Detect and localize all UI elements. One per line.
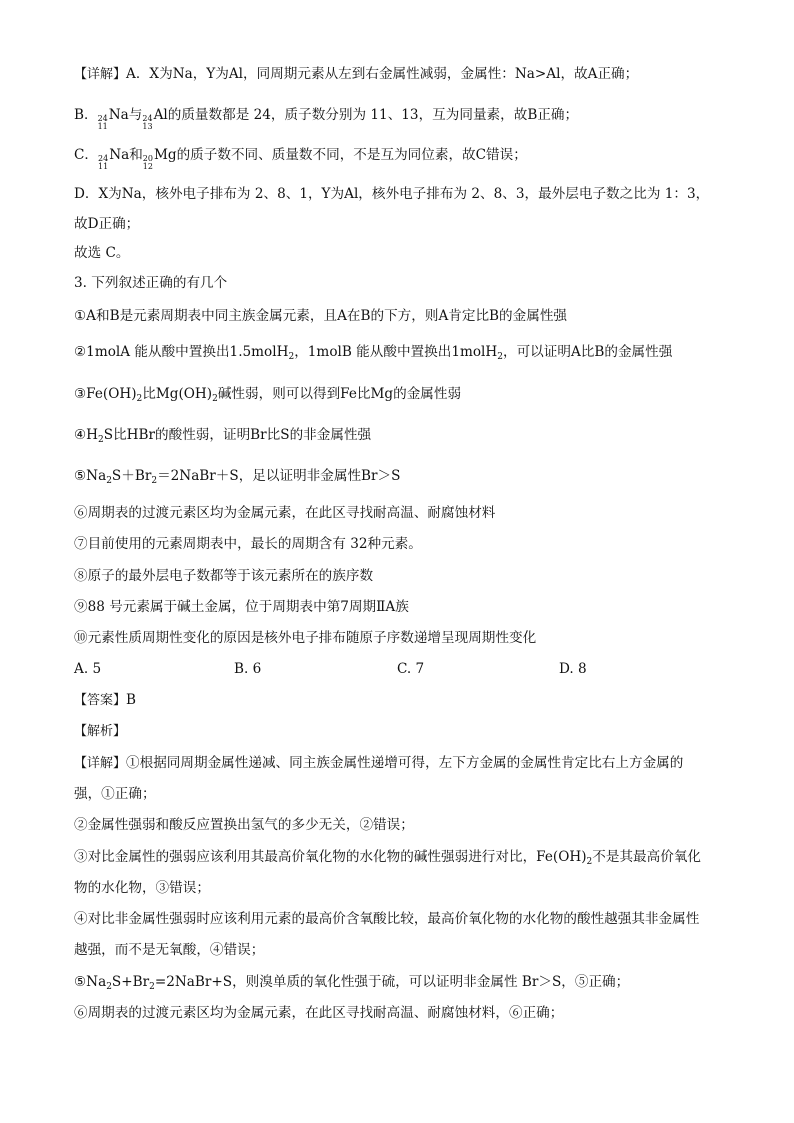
statement-3: $③Fe(OH)_2$比$Mg(OH)_2$碱性弱，则可以得到Fe比Mg的金属性弱 [74, 386, 462, 404]
detail-line-3: ②金属性强弱和酸反应置换出氢气的多少无关，②错误； [74, 817, 414, 833]
detail-line-6: ④对比非金属性强弱时应该利用元素的最高价含氧酸比较，最高价氧化物的水化物的酸性越强其非金属性 [74, 911, 700, 927]
statement-4: $④H_2S$比HBr的酸性弱，证明Br比S的非金属性强 [74, 427, 372, 445]
nuclide-mg20: 20 12 Mg [142, 147, 177, 171]
statement-6: ⑥周期表的过渡元素区均为金属元素，在此区寻找耐高温、耐腐蚀材料 [74, 505, 496, 521]
explanation-line-c: C． 24 11 Na和 20 12 Mg的质子数不同、质量数不同，不是互为同位素，故C错误； [74, 147, 527, 171]
statement-7: ⑦目前使用的元素周期表中，最长的周期含有 32种元素。 [74, 536, 422, 552]
option-b: B. 6 [234, 661, 262, 677]
explanation-label: 【详解】 [74, 67, 127, 82]
explanation-line-d: D．X为Na，核外电子排布为 2、8、1，Y为Al，核外电子排布为 2、8、3，最外层电子数之比为 1：3， [74, 186, 710, 202]
explanation-line-d-cont: 故D正确； [74, 216, 140, 232]
option-c: C. 7 [397, 661, 425, 677]
detail-line-8: $⑤Na_2S+Br_2=2NaBr+S$，则溴单质的氧化性强于硫，可以证明非金属性 Br＞S，⑤正确； [74, 974, 630, 992]
statement-2: ②1molA 能从酸中置换出1.5molH$_2$，1molB 能从酸中置换出1molH$_2$，可以证明A比B的金属性强 [74, 344, 673, 362]
analysis-heading: 【解析】 [74, 724, 127, 739]
option-d: D. 8 [559, 661, 587, 677]
nuclide-na24: 24 11 Na [98, 147, 130, 171]
statement-10: ⑩元素性质周期性变化的原因是核外电子排布随原子序数递增呈现周期性变化 [74, 630, 537, 646]
detail-line-2: 强，①正确； [74, 786, 156, 802]
answer-value: B [126, 692, 137, 708]
explanation-label: 【详解】 [74, 756, 127, 771]
answer-line [74, 690, 136, 711]
answer-label: 【答案】 [74, 693, 127, 708]
detail-line-1: 【详解】①根据同周期金属性递减、同主族金属性递增可得，左下方金属的金属性肯定比右上方金属的 [74, 755, 684, 771]
nuclide-na24: 24 11 Na [97, 107, 129, 131]
detail-line-4: ③对比金属性的强弱应该利用其最高价氧化物的水化物的碱性强弱进行对比，$Fe(OH)_2$不是其最高价氧化 [74, 849, 702, 867]
detail-line-7: 越强，而不是无氧酸，④错误； [74, 942, 265, 958]
explanation-line-a: 【详解】A．X为Na，Y为Al，同周期元素从左到右金属性减弱，金属性：Na>Al，故A正确； [74, 66, 639, 82]
statement-5: $⑤Na_2S+Br_2=2NaBr+S$，足以证明非金属性Br＞S [74, 468, 401, 486]
statement-1: ①A和B是元素周期表中同主族金属元素，且A在B的下方，则A肯定比B的金属性强 [74, 308, 568, 324]
statement-8: ⑧原子的最外层电子数都等于该元素所在的族序数 [74, 568, 374, 584]
question-title: 3. 下列叙述正确的有几个 [74, 275, 228, 291]
detail-line-5: 物的水化物，③错误； [74, 880, 210, 896]
option-a: A. 5 [74, 661, 102, 677]
answer-options [74, 659, 694, 679]
explanation-line-b: B． 24 11 Na与 24 13 Al的质量数都是 24，质子数分别为 11、13，互为同量素，故B正确； [74, 107, 579, 131]
statement-9: ⑨88 号元素属于碱土金属，位于周期表中第7周期ⅡA族 [74, 599, 409, 615]
detail-line-9: ⑥周期表的过渡元素区均为金属元素，在此区寻找耐高温、耐腐蚀材料，⑥正确； [74, 1005, 564, 1021]
nuclide-al24: 24 13 Al [142, 107, 168, 131]
final-choice: 故选 C。 [74, 245, 130, 261]
